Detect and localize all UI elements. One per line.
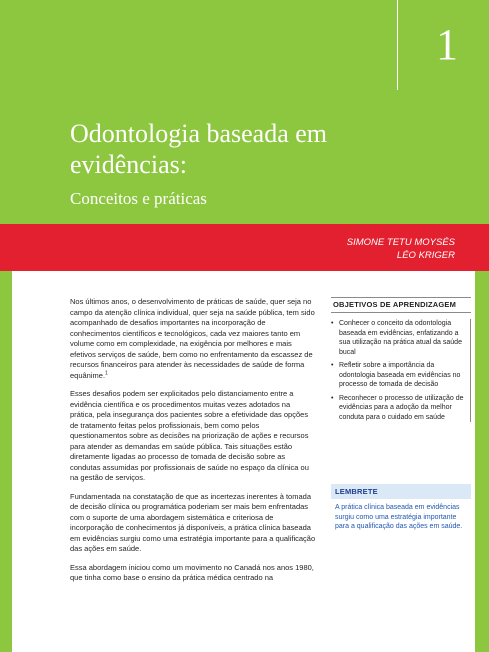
learning-objectives-heading: OBJETIVOS DE APRENDIZAGEM (331, 297, 471, 313)
left-margin-strip (0, 271, 12, 652)
learning-objectives-box (331, 297, 471, 426)
body-paragraph: Essa abordagem iniciou como um movimento no Canadá nos anos 1980, que tinha como base o ensino da prática médica centrado na (70, 562, 314, 582)
objective-item: • Reconhecer o processo de utilização de evidências para a adoção da melhor conduta para o cuidado em saúde (331, 394, 464, 423)
body-paragraph: Nos últimos anos, o desenvolvimento de práticas de saúde, quer seja no campo da atenção clínica individual, quer seja na saúde pública, tem sido acompanhado de desafios importantes na incorporação de conhecimentos científicos e tecnológicos, cada vez maiores tanto em volume como em complexidade, na exigência por melhores e mais efetivos serviços de saúde, bem como no enfrentamento da escassez de recursos financeiros para atender às necessidades de saúde de forma equânime.$^1$ (70, 297, 315, 380)
chapter-number-divider (397, 0, 398, 90)
reminder-box (331, 484, 471, 532)
chapter-subtitle: Conceitos e práticas (70, 189, 207, 208)
learning-objectives-list (331, 319, 470, 422)
author-list (347, 236, 455, 262)
right-margin-strip (475, 271, 489, 652)
author-name: LÉO KRIGER (396, 250, 455, 261)
chapter-number: 1 (436, 20, 458, 69)
learning-objectives-frame (331, 319, 471, 422)
body-text (70, 297, 316, 592)
reminder-heading: LEMBRETE (331, 484, 471, 499)
objective-item: • Refletir sobre a importância da odontologia baseada em evidências no processo de tomada de decisão (331, 361, 464, 390)
reminder-text: A prática clínica baseada em evidências surgiu como uma estratégia importante para a qualificação das ações em saúde. (335, 504, 463, 530)
body-paragraph: Fundamentada na constatação de que as incertezas inerentes à tomada de decisão clínica ou programática poderiam ser mais bem enfrentadas com o suporte de uma abordagem sistemática e criteriosa de incorporação de conhecimentos já disponíveis, a prática clínica baseada em evidências surgiu como uma estratégia importante para a qualificação das ações em saúde. (70, 491, 316, 553)
chapter-title: Odontologia baseada em evidências: (70, 119, 328, 179)
body-paragraph: Esses desafios podem ser explicitados pelo distanciamento entre a evidência científica e os procedimentos muitas vezes adotados na prática, pela insegurança dos pacientes sobre a efetividade das opções de tratamento feitas pelos profissionais, bem como pelos questionamentos sobre as decisões na priorização de ações e recursos para atender as demandas em saúde pública. Tais situações estão diretamente ligadas ao processo de tomada de decisão sobre as condutas assumidas por profissionais de saúde no espaço da clínica ou na gestão de serviços. (70, 389, 309, 482)
author-name: SIMONE TETU MOYSÉS (346, 237, 455, 248)
reference-marker: 1 (105, 370, 108, 376)
objective-item: • Conhecer o conceito da odontologia baseada em evidências, enfatizando a sua utilização na prática atual da saúde bucal (331, 319, 464, 357)
